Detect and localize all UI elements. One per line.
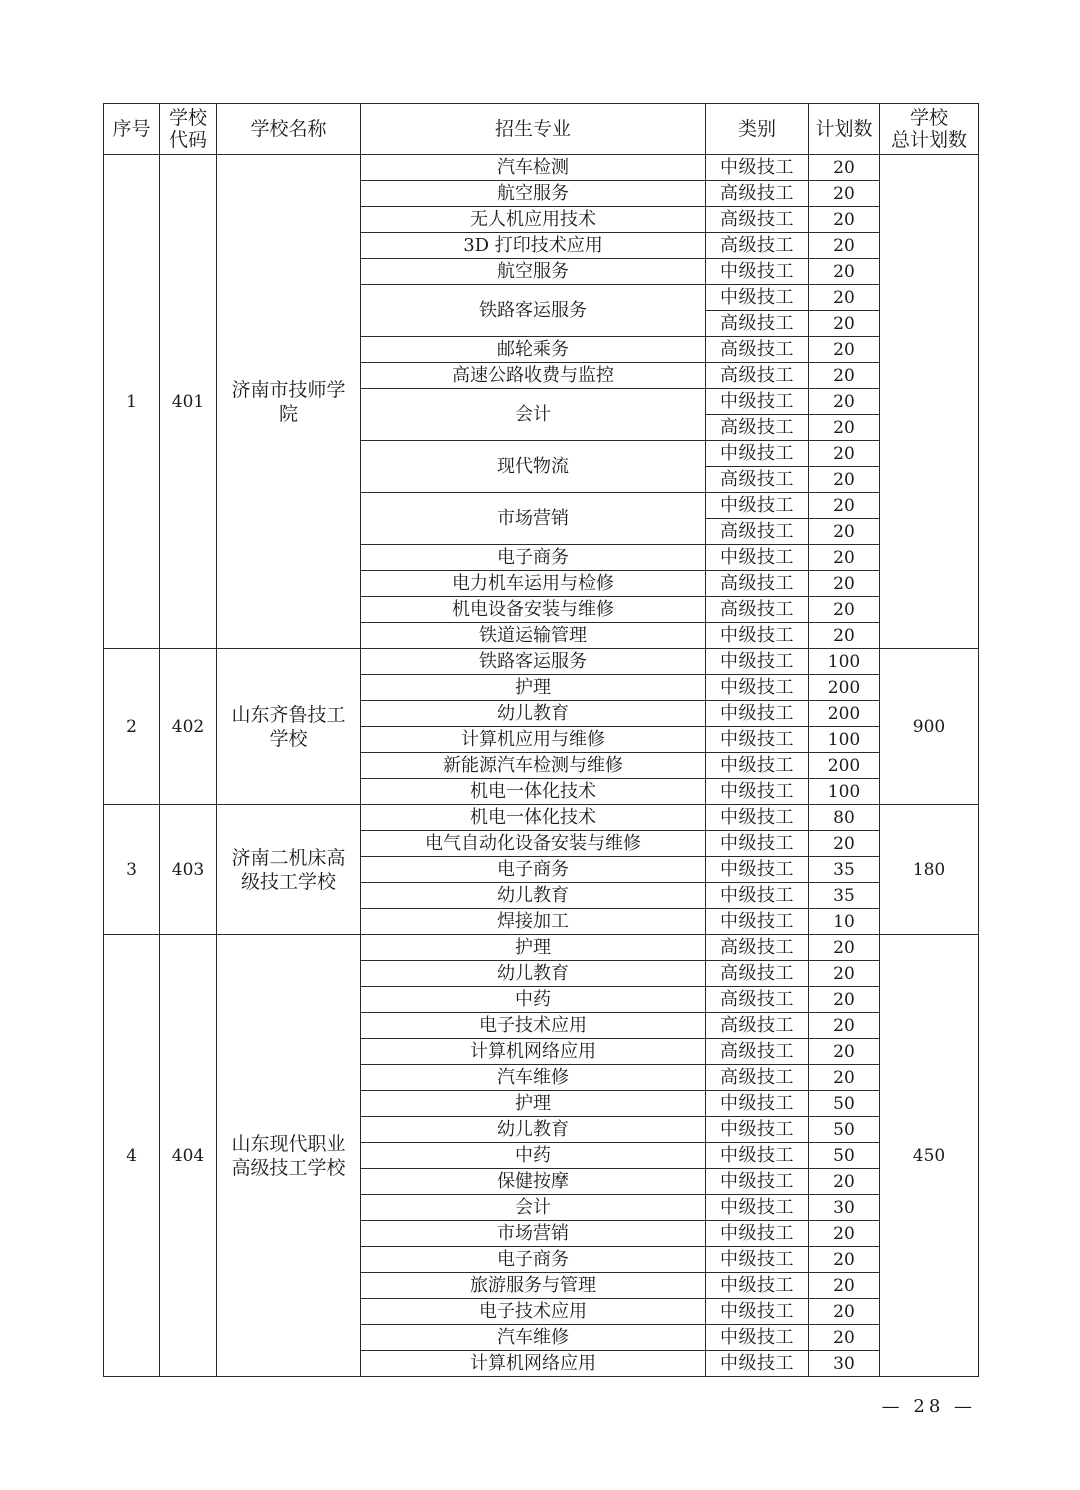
school-total-cell (880, 155, 979, 649)
plan-cell: 20 (809, 1169, 880, 1195)
major-cell: 汽车检测 (361, 155, 706, 181)
category-cell: 高级技工 (706, 519, 809, 545)
category-cell: 中级技工 (706, 155, 809, 181)
major-cell: 机电一体化技术 (361, 779, 706, 805)
plan-cell: 20 (809, 1221, 880, 1247)
major-cell: 市场营销 (361, 1221, 706, 1247)
major-cell: 电力机车运用与检修 (361, 571, 706, 597)
major-cell: 焊接加工 (361, 909, 706, 935)
major-cell: 保健按摩 (361, 1169, 706, 1195)
plan-cell: 35 (809, 857, 880, 883)
table-row (104, 805, 979, 831)
major-cell: 铁路客运服务 (361, 285, 706, 337)
plan-cell: 20 (809, 1273, 880, 1299)
plan-cell: 200 (809, 753, 880, 779)
major-cell: 3D 打印技术应用 (361, 233, 706, 259)
plan-cell: 20 (809, 1065, 880, 1091)
category-cell: 中级技工 (706, 493, 809, 519)
category-cell: 中级技工 (706, 441, 809, 467)
major-cell: 电子商务 (361, 545, 706, 571)
plan-cell: 20 (809, 363, 880, 389)
major-cell: 护理 (361, 1091, 706, 1117)
major-cell: 电子技术应用 (361, 1299, 706, 1325)
plan-cell: 20 (809, 545, 880, 571)
school-code-cell: 402 (160, 649, 217, 805)
category-cell: 中级技工 (706, 1195, 809, 1221)
category-cell: 高级技工 (706, 597, 809, 623)
category-cell: 高级技工 (706, 311, 809, 337)
table-header-row (104, 104, 979, 155)
category-cell: 高级技工 (706, 415, 809, 441)
major-cell: 幼儿教育 (361, 701, 706, 727)
major-cell: 电子技术应用 (361, 1013, 706, 1039)
major-cell: 计算机网络应用 (361, 1039, 706, 1065)
plan-cell: 20 (809, 415, 880, 441)
major-cell: 计算机网络应用 (361, 1351, 706, 1377)
school-name-cell: 山东现代职业高级技工学校 (217, 935, 361, 1377)
school-seq-cell: 1 (104, 155, 160, 649)
plan-cell: 20 (809, 337, 880, 363)
category-cell: 高级技工 (706, 207, 809, 233)
plan-cell: 50 (809, 1091, 880, 1117)
category-cell: 中级技工 (706, 389, 809, 415)
plan-cell: 20 (809, 571, 880, 597)
category-cell: 高级技工 (706, 935, 809, 961)
table-row (104, 155, 979, 181)
major-cell: 现代物流 (361, 441, 706, 493)
major-cell: 航空服务 (361, 259, 706, 285)
category-cell: 中级技工 (706, 909, 809, 935)
plan-cell: 30 (809, 1351, 880, 1377)
category-cell: 中级技工 (706, 1247, 809, 1273)
category-cell: 中级技工 (706, 1091, 809, 1117)
category-cell: 中级技工 (706, 753, 809, 779)
header-school-total: 学校 总计划数 (880, 104, 979, 155)
header-plan: 计划数 (809, 104, 880, 155)
category-cell: 中级技工 (706, 1221, 809, 1247)
school-seq-cell: 4 (104, 935, 160, 1377)
header-school-name: 学校名称 (217, 104, 361, 155)
school-name-cell: 济南二机床高级技工学校 (217, 805, 361, 935)
major-cell: 新能源汽车检测与维修 (361, 753, 706, 779)
school-name-cell: 山东齐鲁技工学校 (217, 649, 361, 805)
school-code-cell: 401 (160, 155, 217, 649)
plan-cell: 20 (809, 207, 880, 233)
school-total-cell: 450 (880, 935, 979, 1377)
category-cell: 中级技工 (706, 545, 809, 571)
school-seq-cell: 2 (104, 649, 160, 805)
category-cell: 高级技工 (706, 337, 809, 363)
plan-cell: 20 (809, 1299, 880, 1325)
plan-cell: 80 (809, 805, 880, 831)
plan-cell: 20 (809, 623, 880, 649)
major-cell: 电气自动化设备安装与维修 (361, 831, 706, 857)
plan-cell: 200 (809, 701, 880, 727)
category-cell: 中级技工 (706, 1143, 809, 1169)
major-cell: 铁路客运服务 (361, 649, 706, 675)
page-number: — 28 — (881, 1396, 976, 1417)
major-cell: 电子商务 (361, 857, 706, 883)
plan-cell: 50 (809, 1143, 880, 1169)
category-cell: 高级技工 (706, 1039, 809, 1065)
plan-cell: 20 (809, 311, 880, 337)
plan-cell: 10 (809, 909, 880, 935)
plan-cell: 20 (809, 961, 880, 987)
plan-cell: 35 (809, 883, 880, 909)
major-cell: 计算机应用与维修 (361, 727, 706, 753)
category-cell: 中级技工 (706, 727, 809, 753)
header-major: 招生专业 (361, 104, 706, 155)
category-cell: 中级技工 (706, 259, 809, 285)
category-cell: 中级技工 (706, 883, 809, 909)
school-code-cell: 403 (160, 805, 217, 935)
plan-cell: 20 (809, 1247, 880, 1273)
plan-cell: 20 (809, 181, 880, 207)
category-cell: 高级技工 (706, 961, 809, 987)
major-cell: 汽车维修 (361, 1325, 706, 1351)
school-seq-cell: 3 (104, 805, 160, 935)
header-school-code: 学校 代码 (160, 104, 217, 155)
major-cell: 汽车维修 (361, 1065, 706, 1091)
table-body (104, 155, 979, 1377)
plan-cell: 20 (809, 1039, 880, 1065)
plan-cell: 20 (809, 441, 880, 467)
enrollment-plan-table (103, 103, 979, 1377)
category-cell: 高级技工 (706, 363, 809, 389)
plan-cell: 20 (809, 259, 880, 285)
plan-cell: 20 (809, 155, 880, 181)
category-cell: 高级技工 (706, 987, 809, 1013)
category-cell: 高级技工 (706, 571, 809, 597)
plan-cell: 100 (809, 779, 880, 805)
category-cell: 中级技工 (706, 1351, 809, 1377)
major-cell: 护理 (361, 935, 706, 961)
major-cell: 铁道运输管理 (361, 623, 706, 649)
major-cell: 航空服务 (361, 181, 706, 207)
plan-cell: 100 (809, 727, 880, 753)
plan-cell: 20 (809, 987, 880, 1013)
plan-cell: 200 (809, 675, 880, 701)
school-name-cell: 济南市技师学院 (217, 155, 361, 649)
category-cell: 中级技工 (706, 805, 809, 831)
major-cell: 幼儿教育 (361, 883, 706, 909)
plan-cell: 20 (809, 935, 880, 961)
major-cell: 护理 (361, 675, 706, 701)
major-cell: 旅游服务与管理 (361, 1273, 706, 1299)
category-cell: 高级技工 (706, 1065, 809, 1091)
school-total-cell: 900 (880, 649, 979, 805)
plan-cell: 30 (809, 1195, 880, 1221)
category-cell: 中级技工 (706, 285, 809, 311)
plan-cell: 20 (809, 467, 880, 493)
major-cell: 机电设备安装与维修 (361, 597, 706, 623)
header-seq: 序号 (104, 104, 160, 155)
category-cell: 中级技工 (706, 675, 809, 701)
plan-cell: 20 (809, 519, 880, 545)
table-row (104, 935, 979, 961)
major-cell: 中药 (361, 1143, 706, 1169)
plan-cell: 20 (809, 831, 880, 857)
plan-cell: 20 (809, 1325, 880, 1351)
header-category: 类别 (706, 104, 809, 155)
category-cell: 中级技工 (706, 1273, 809, 1299)
plan-cell: 100 (809, 649, 880, 675)
category-cell: 中级技工 (706, 1117, 809, 1143)
category-cell: 高级技工 (706, 181, 809, 207)
category-cell: 中级技工 (706, 701, 809, 727)
school-code-cell: 404 (160, 935, 217, 1377)
category-cell: 中级技工 (706, 1169, 809, 1195)
major-cell: 幼儿教育 (361, 1117, 706, 1143)
plan-cell: 20 (809, 285, 880, 311)
category-cell: 中级技工 (706, 857, 809, 883)
category-cell: 中级技工 (706, 1325, 809, 1351)
major-cell: 无人机应用技术 (361, 207, 706, 233)
category-cell: 中级技工 (706, 831, 809, 857)
table-row (104, 649, 979, 675)
major-cell: 幼儿教育 (361, 961, 706, 987)
major-cell: 中药 (361, 987, 706, 1013)
major-cell: 会计 (361, 1195, 706, 1221)
category-cell: 高级技工 (706, 233, 809, 259)
plan-cell: 20 (809, 1013, 880, 1039)
major-cell: 高速公路收费与监控 (361, 363, 706, 389)
plan-cell: 20 (809, 389, 880, 415)
school-total-cell: 180 (880, 805, 979, 935)
category-cell: 高级技工 (706, 467, 809, 493)
category-cell: 中级技工 (706, 1299, 809, 1325)
category-cell: 中级技工 (706, 779, 809, 805)
major-cell: 邮轮乘务 (361, 337, 706, 363)
category-cell: 中级技工 (706, 649, 809, 675)
category-cell: 高级技工 (706, 1013, 809, 1039)
plan-cell: 20 (809, 493, 880, 519)
plan-cell: 20 (809, 233, 880, 259)
major-cell: 机电一体化技术 (361, 805, 706, 831)
category-cell: 中级技工 (706, 623, 809, 649)
plan-cell: 50 (809, 1117, 880, 1143)
major-cell: 会计 (361, 389, 706, 441)
plan-cell: 20 (809, 597, 880, 623)
major-cell: 电子商务 (361, 1247, 706, 1273)
major-cell: 市场营销 (361, 493, 706, 545)
